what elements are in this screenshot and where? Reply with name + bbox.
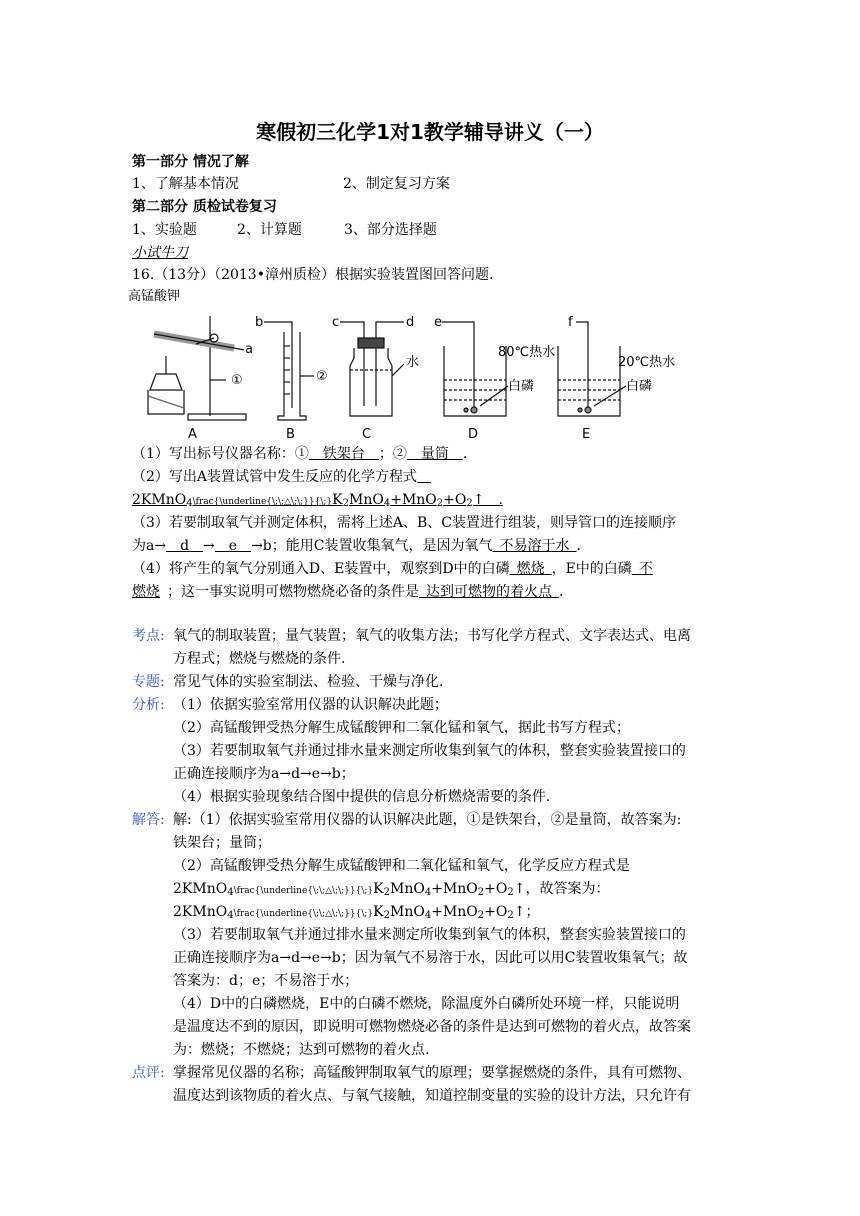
- jieda-6: （3）若要制取氧气并通过排水量来测定所收集到氧气的体积，整套实验装置接口的: [173, 927, 686, 943]
- q1-line: [132, 444, 467, 464]
- dianping-2: 温度达到该物质的着火点、与氧气接触，知道控制变量的实验的设计方法，只允许有: [173, 1088, 691, 1104]
- letter-a: a: [245, 342, 253, 357]
- fenxi-3: （3）若要制取氧气并通过排水量来测定所收集到氧气的体积，整套实验装置接口的: [173, 743, 686, 759]
- part1-heading: 第一部分 情况了解: [132, 154, 249, 170]
- q3-answer3: 不易溶于水: [499, 538, 570, 554]
- hot20-label: 20℃热水: [618, 355, 676, 370]
- q4-line2: 燃烧 ；这一事实说明可燃物燃烧必备的条件是 达到可燃物的着火点 .: [132, 584, 564, 600]
- q3-answer2: e: [228, 538, 238, 554]
- jieda-4: $2KMnO_4\backslash frac\{\backslash underline\{\backslash;\backslash;\triangle\backslash;\backslash;\}\}\{\backslash;\}K_2MnO_4+MnO_2+O_2↑$，故答案为：: [173, 881, 610, 898]
- white-p-e-label: 白磷: [626, 379, 653, 394]
- jieda-9: （4）D中的白磷燃烧，E中的白磷不燃烧，除温度外白磷所处环境一样，只能说明: [173, 996, 680, 1012]
- q1-mid: ；②: [378, 446, 407, 462]
- page-title: 寒假初三化学1对1教学辅导讲义（一）: [256, 120, 604, 144]
- apparatus-c: [332, 315, 419, 442]
- q2-equation: $2KMnO_4\backslash frac\{\backslash underline\{\backslash;\backslash;\triangle\backslash;\backslash;\}\}\{\backslash;\}K_2MnO_4+MnO_2+O_2↑$ .: [132, 492, 503, 509]
- circle2-label: ②: [316, 369, 328, 384]
- q2-text: （2）写出A装置试管中发生反应的化学方程式: [132, 469, 418, 485]
- q4-answer3: 达到可燃物的着火点: [426, 584, 552, 600]
- apparatus-a: [128, 288, 253, 442]
- q3-line2: 为a→ d → e →b；能用C装置收集氧气，是因为氧气 不易溶于水 .: [132, 538, 581, 554]
- part2-item3: 3、部分选择题: [344, 222, 437, 238]
- cap-b: B: [286, 427, 295, 442]
- fenxi-5: （4）根据实验现象结合图中提供的信息分析燃烧需要的条件.: [173, 789, 551, 805]
- kmno4-label: 高锰酸钾: [128, 289, 181, 304]
- fenxi-label: 分析:: [132, 697, 165, 713]
- jieda-10: 是温度达不到的原因，即说明可燃物燃烧必备的条件是达到可燃物的着火点，故答案: [173, 1019, 691, 1035]
- q1-prefix: （1）写出标号仪器名称：①: [132, 446, 309, 462]
- jieda-5: $2KMnO_4\backslash frac\{\backslash underline\{\backslash;\backslash;\triangle\backslash;\backslash;\}\}\{\backslash;\}K_2MnO_4+MnO_2+O_2↑$；: [173, 904, 540, 921]
- cap-e: E: [582, 427, 591, 442]
- cap-a: A: [188, 427, 197, 442]
- letter-b: b: [255, 315, 264, 330]
- q4-answer2a: 不: [638, 561, 653, 577]
- q1-end: .: [462, 446, 468, 462]
- q4-line1: （4）将产生的氧气分别通入D、E装置中，观察到D中的白磷 燃烧 ，E中的白磷 不: [132, 561, 653, 577]
- kaodian-text-2: 方程式；燃烧与燃烧的条件.: [173, 651, 346, 667]
- jieda-8: 答案为：d；e；不易溶于水；: [173, 973, 359, 989]
- q4-answer1: 燃烧: [516, 561, 545, 577]
- dianping-1: 掌握常见仪器的名称；高锰酸钾制取氧气的原理；要掌握燃烧的条件，具有可燃物、: [173, 1065, 691, 1081]
- jieda-3: （2）高锰酸钾受热分解生成锰酸钾和二氧化锰和氧气，化学反应方程式是: [173, 858, 630, 874]
- apparatus-b: [255, 315, 328, 442]
- q1-answer2: 量筒: [420, 446, 449, 462]
- q2-line: [132, 467, 431, 487]
- white-p-d-label: 白磷: [508, 379, 535, 394]
- part2-heading: 第二部分 质检试卷复习: [132, 199, 277, 215]
- jieda-2: 铁架台；量筒；: [173, 835, 271, 851]
- part2-item2: 2、计算题: [237, 222, 302, 238]
- part1-item2: 2、制定复习方案: [343, 176, 450, 192]
- q3-answer1: d: [180, 538, 190, 554]
- kaodian-label: 考点:: [132, 628, 165, 644]
- jieda-11: 为：燃烧；不燃烧；达到可燃物的着火点.: [173, 1042, 430, 1058]
- letter-e: e: [434, 315, 442, 330]
- q3-line1: （3）若要制取氧气并测定体积，需将上述A、B、C装置进行组装，则导管口的连接顺序: [132, 515, 677, 531]
- apparatus-e: [558, 315, 675, 442]
- jieda-label: 解答:: [132, 812, 165, 828]
- water-label: 水: [406, 355, 420, 370]
- fenxi-1: （1）依据实验室常用仪器的认识解决此题；: [173, 697, 448, 713]
- apparatus-d: [434, 315, 555, 442]
- fenxi-4: 正确连接顺序为a→d→e→b；: [173, 766, 355, 782]
- apparatus-figure: [128, 286, 718, 442]
- part1-item1: 1、了解基本情况: [132, 176, 239, 192]
- q1-answer1: 铁架台: [322, 446, 365, 462]
- jieda-7: 正确连接顺序为a→d→e→b；因为氧气不易溶于水，因此可以用C装置收集氧气；故: [173, 950, 688, 966]
- zhuanti-text: 常见气体的实验室制法、检验、干燥与净化.: [173, 674, 444, 690]
- part2-item1: 1、实验题: [132, 222, 197, 238]
- hot80-label: 80℃热水: [498, 345, 556, 360]
- dianping-label: 点评:: [132, 1065, 165, 1081]
- question-stem: 16.（13分）（2013•漳州质检）根据实验装置图回答问题.: [132, 267, 494, 283]
- kaodian-text-1: 氧气的制取装置；量气装置；氧气的收集方法；书写化学方程式、文字表达式、电离: [173, 628, 691, 644]
- zhuanti-label: 专题:: [132, 674, 165, 690]
- fenxi-2: （2）高锰酸钾受热分解生成锰酸钾和二氧化锰和氧气，据此书写方程式；: [173, 720, 630, 736]
- circle1-label: ①: [231, 373, 243, 388]
- cap-d: D: [468, 427, 479, 442]
- q4-answer2b: 燃烧: [132, 584, 160, 600]
- letter-c: c: [332, 315, 340, 330]
- cap-c: C: [362, 427, 372, 442]
- letter-d: d: [406, 315, 415, 330]
- letter-f: f: [568, 315, 573, 330]
- jieda-1: 解:（1）依据实验室常用仪器的认识解决此题，①是铁架台，②是量筒，故答案为:: [173, 812, 682, 828]
- section-label: 小试牛刀: [132, 245, 188, 261]
